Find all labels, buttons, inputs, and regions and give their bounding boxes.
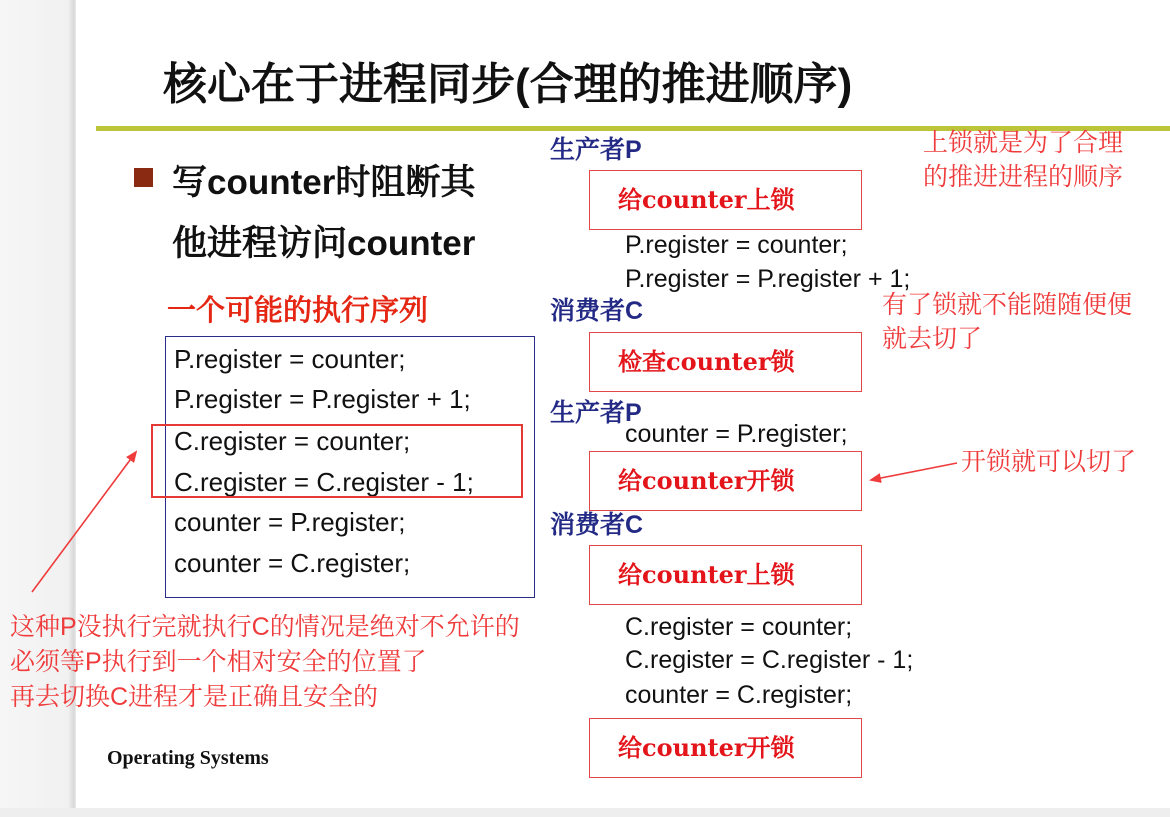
consumer-label: 消费者C — [550, 297, 644, 325]
annotation-unlock: 开锁就可以切了 — [961, 448, 1137, 476]
producer-code-line: counter = P.register; — [625, 420, 848, 448]
check-lock-box: 检查counter锁 — [589, 332, 862, 392]
sequence-line: counter = P.register; — [174, 507, 406, 537]
sequence-line: C.register = counter; — [174, 426, 411, 456]
producer-code-line: P.register = counter; — [625, 231, 848, 259]
consumer-code-line: C.register = counter; — [625, 613, 853, 641]
producer-code-line: P.register = P.register + 1; — [625, 265, 911, 293]
unlock-box: 给counter开锁 — [589, 718, 862, 778]
annotation-line: 再去切换C进程才是正确且安全的 — [10, 683, 379, 711]
slide-title: 核心在于进程同步(合理的推进顺序) — [163, 60, 853, 109]
sequence-line: C.register = C.register - 1; — [174, 467, 474, 497]
consumer-code-line: counter = C.register; — [625, 681, 853, 709]
sequence-line: P.register = counter; — [174, 344, 406, 374]
arrow-to-unlock — [871, 463, 957, 480]
annotation-line: 就去切了 — [882, 325, 983, 353]
arrow-to-sequence — [32, 452, 136, 592]
sequence-heading: 一个可能的执行序列 — [167, 295, 429, 327]
footer-text: Operating Systems — [107, 747, 269, 769]
producer-label: 生产者P — [550, 136, 642, 164]
annotation-line: 这种P没执行完就执行C的情况是绝对不允许的 — [10, 613, 520, 641]
consumer-code-line: C.register = C.register - 1; — [625, 646, 914, 674]
annotation-line: 有了锁就不能随随便便 — [882, 291, 1133, 319]
sequence-line: P.register = P.register + 1; — [174, 384, 471, 414]
annotation-line: 的推进进程的顺序 — [923, 163, 1124, 191]
lock-box: 给counter上锁 — [589, 170, 862, 230]
consumer-label: 消费者C — [550, 511, 644, 539]
lock-box: 给counter上锁 — [589, 545, 862, 605]
annotation-line: 上锁就是为了合理 — [923, 129, 1124, 157]
unlock-box: 给counter开锁 — [589, 451, 862, 511]
bullet-line-1: 写counter时阻断其 — [172, 163, 476, 202]
annotation-line: 必须等P执行到一个相对安全的位置了 — [10, 648, 427, 676]
sequence-line: counter = C.register; — [174, 548, 411, 578]
bullet-line-2: 他进程访问counter — [172, 224, 476, 263]
producer-label: 生产者P — [550, 399, 642, 427]
